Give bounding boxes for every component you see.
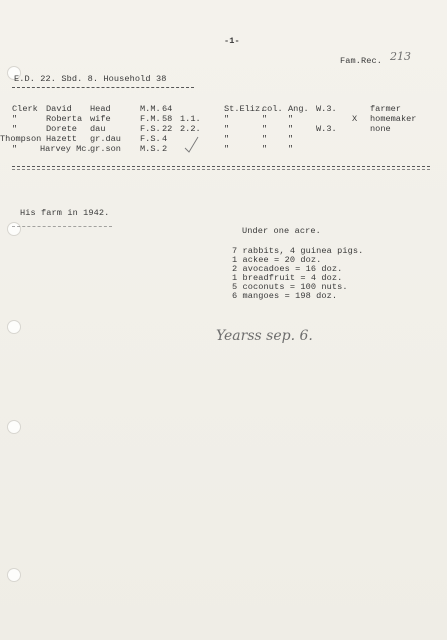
cell-name: David [46, 104, 72, 114]
cell-color: col. [262, 104, 283, 114]
list-item: 7 rabbits, 4 guinea pigs. [232, 246, 364, 256]
cell-color: " [262, 134, 268, 144]
page-number: -1- [224, 36, 240, 46]
cell-age: 64 [162, 104, 173, 114]
household-header: E.D. 22. Sbd. 8. Household 38 [14, 74, 167, 84]
list-item: 1 ackee = 20 doz. [232, 255, 322, 265]
handwritten-note: Yearss sep. 6. [216, 328, 313, 344]
section-divider [12, 166, 430, 167]
cell-occupation: none [370, 124, 391, 134]
binder-hole-4 [7, 420, 21, 434]
cell-religion: " [288, 144, 294, 154]
list-item: 2 avocadoes = 16 doz. [232, 264, 343, 274]
cell-surname: " [12, 144, 18, 154]
cell-name: Harvey Mc. [40, 144, 92, 154]
cell-religion: " [288, 124, 294, 134]
binder-hole-5 [7, 568, 21, 582]
cell-parish: " [224, 134, 230, 144]
cell-schooling: 1.1. [180, 114, 201, 124]
cell-color: " [262, 124, 268, 134]
check-mark-icon [184, 136, 200, 154]
cell-parish: " [224, 114, 230, 124]
binder-hole-2 [7, 222, 21, 236]
cell-age: 4 [162, 134, 168, 144]
binder-hole-3 [7, 320, 21, 334]
cell-relation: Head [90, 104, 111, 114]
cell-relation: wife [90, 114, 111, 124]
cell-sex-status: F.S. [140, 134, 161, 144]
cell-relation: gr.son [90, 144, 121, 154]
table-row [0, 114, 447, 124]
cell-surname: " [12, 124, 18, 134]
cell-parish: St.Eliz. [224, 104, 266, 114]
table-row [0, 144, 447, 154]
cell-religion: " [288, 114, 294, 124]
fam-rec-number: 213 [390, 50, 411, 63]
table-row [0, 104, 447, 114]
cell-sex-status: M.M. [140, 104, 161, 114]
cell-color: " [262, 114, 268, 124]
cell-surname: Clerk [12, 104, 38, 114]
cell-name: Roberta [46, 114, 83, 124]
table-row [0, 124, 447, 134]
cell-age: 22 [162, 124, 173, 134]
cell-status-code: W.3. [316, 104, 337, 114]
cell-sex-status: M.S. [140, 144, 161, 154]
cell-relation: gr.dau [90, 134, 121, 144]
cell-sex-status: F.S. [140, 124, 161, 134]
cell-age: 58 [162, 114, 173, 124]
cell-religion: " [288, 134, 294, 144]
cell-color: " [262, 144, 268, 154]
cell-surname: Thompson [0, 134, 42, 144]
cell-mark: X [352, 114, 358, 124]
cell-name: Hazett [46, 134, 77, 144]
list-item: 5 coconuts = 100 nuts. [232, 282, 348, 292]
farm-heading: His farm in 1942. [20, 208, 110, 218]
cell-relation: dau [90, 124, 106, 134]
cell-occupation: farmer [370, 104, 401, 114]
cell-religion: Ang. [288, 104, 309, 114]
cell-name: Dorete [46, 124, 77, 134]
farm-size: Under one acre. [242, 226, 321, 236]
table-row [0, 134, 447, 144]
cell-surname: " [12, 114, 18, 124]
list-item: 1 breadfruit = 4 doz. [232, 273, 343, 283]
header-underline [12, 87, 194, 88]
cell-sex-status: F.M. [140, 114, 161, 124]
cell-occupation: homemaker [370, 114, 417, 124]
cell-schooling: 2.2. [180, 124, 201, 134]
farm-heading-rule [12, 226, 112, 227]
cell-parish: " [224, 144, 230, 154]
fam-rec-label: Fam.Rec. [340, 56, 383, 66]
cell-age: 2 [162, 144, 168, 154]
cell-status-code: W.3. [316, 124, 337, 134]
section-divider-2 [12, 169, 430, 170]
cell-parish: " [224, 124, 230, 134]
list-item: 6 mangoes = 198 doz. [232, 291, 338, 301]
